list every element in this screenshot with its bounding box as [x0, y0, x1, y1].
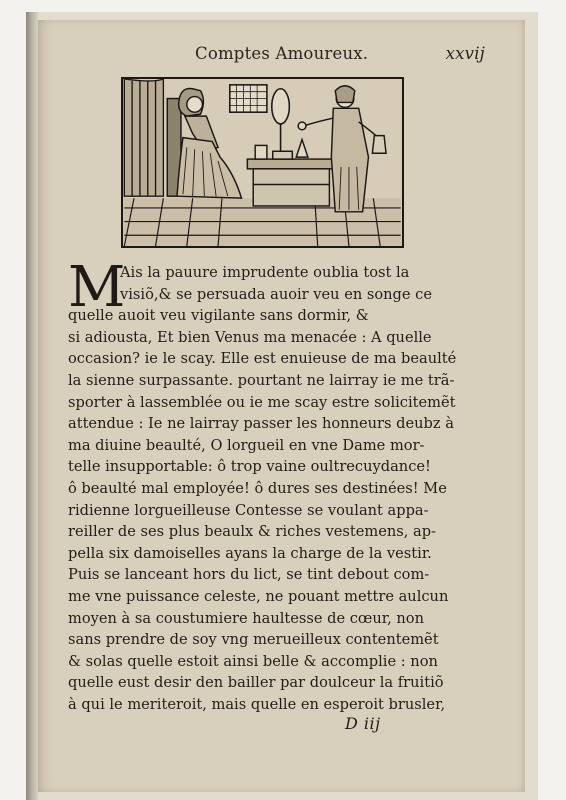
text-line: telle insupportable: ô trop vaine oultrecuydance! — [68, 458, 431, 476]
running-header — [195, 44, 495, 74]
text-line: ô beaulté mal employée! ô dures ses destinées! Me — [68, 479, 447, 497]
text-line: attendue : Ie ne lairray passer les honneurs deubz à — [68, 415, 454, 433]
running-title: Comptes Amoureux. — [195, 44, 369, 63]
text-line: pella six damoiselles ayans la charge de la vestir. — [68, 544, 432, 562]
book-spine — [26, 12, 38, 800]
text-line: quelle eust desir den bailler par doulceur la fruitiõ — [68, 674, 444, 692]
woodcut-scene-icon — [123, 79, 402, 246]
text-line: ridienne lorgueilleuse Contesse se voulant appa- — [68, 501, 429, 519]
folio-number: xxvij — [445, 44, 485, 63]
main-text — [68, 255, 468, 715]
signature-mark: D iij — [345, 714, 381, 733]
woodcut-illustration — [121, 77, 404, 248]
drop-capital: M — [68, 255, 126, 320]
text-line: ma diuine beaulté, O lorgueil en vne Dame mor- — [68, 436, 425, 454]
text-line: quelle auoit veu vigilante sans dormir, & — [68, 307, 369, 325]
text-line: la sienne surpassante. pourtant ne lairray ie me trã- — [68, 371, 455, 389]
text-line: Ais la pauure imprudente oublia tost la — [120, 264, 410, 281]
text-line: moyen à sa coustumiere haultesse de cœur, non — [68, 609, 424, 627]
text-line: sporter à lassemblée ou ie me scay estre solicitemẽt — [68, 393, 456, 411]
text-line: me vne puissance celeste, ne pouant mettre aulcun — [68, 587, 449, 605]
text-line: sans prendre de soy vng merueilleux contentemẽt — [68, 631, 439, 649]
text-line: occasion? ie le scay. Elle est enuieuse de ma beaulté — [68, 350, 457, 368]
text-line: & solas quelle estoit ainsi belle & accomplie : non — [68, 652, 438, 670]
text-line: reiller de ses plus beaulx & riches vestemens, ap- — [68, 523, 436, 541]
text-line: Puis se lanceant hors du lict, se tint debout com- — [68, 566, 430, 584]
text-line: visiõ,& se persuada auoir veu en songe ce — [120, 285, 432, 303]
text-line: si adiousta, Et bien Venus ma menacée : A quelle — [68, 328, 432, 346]
text-line: à qui le meriteroit, mais quelle en esperoit brusler, — [68, 695, 446, 713]
